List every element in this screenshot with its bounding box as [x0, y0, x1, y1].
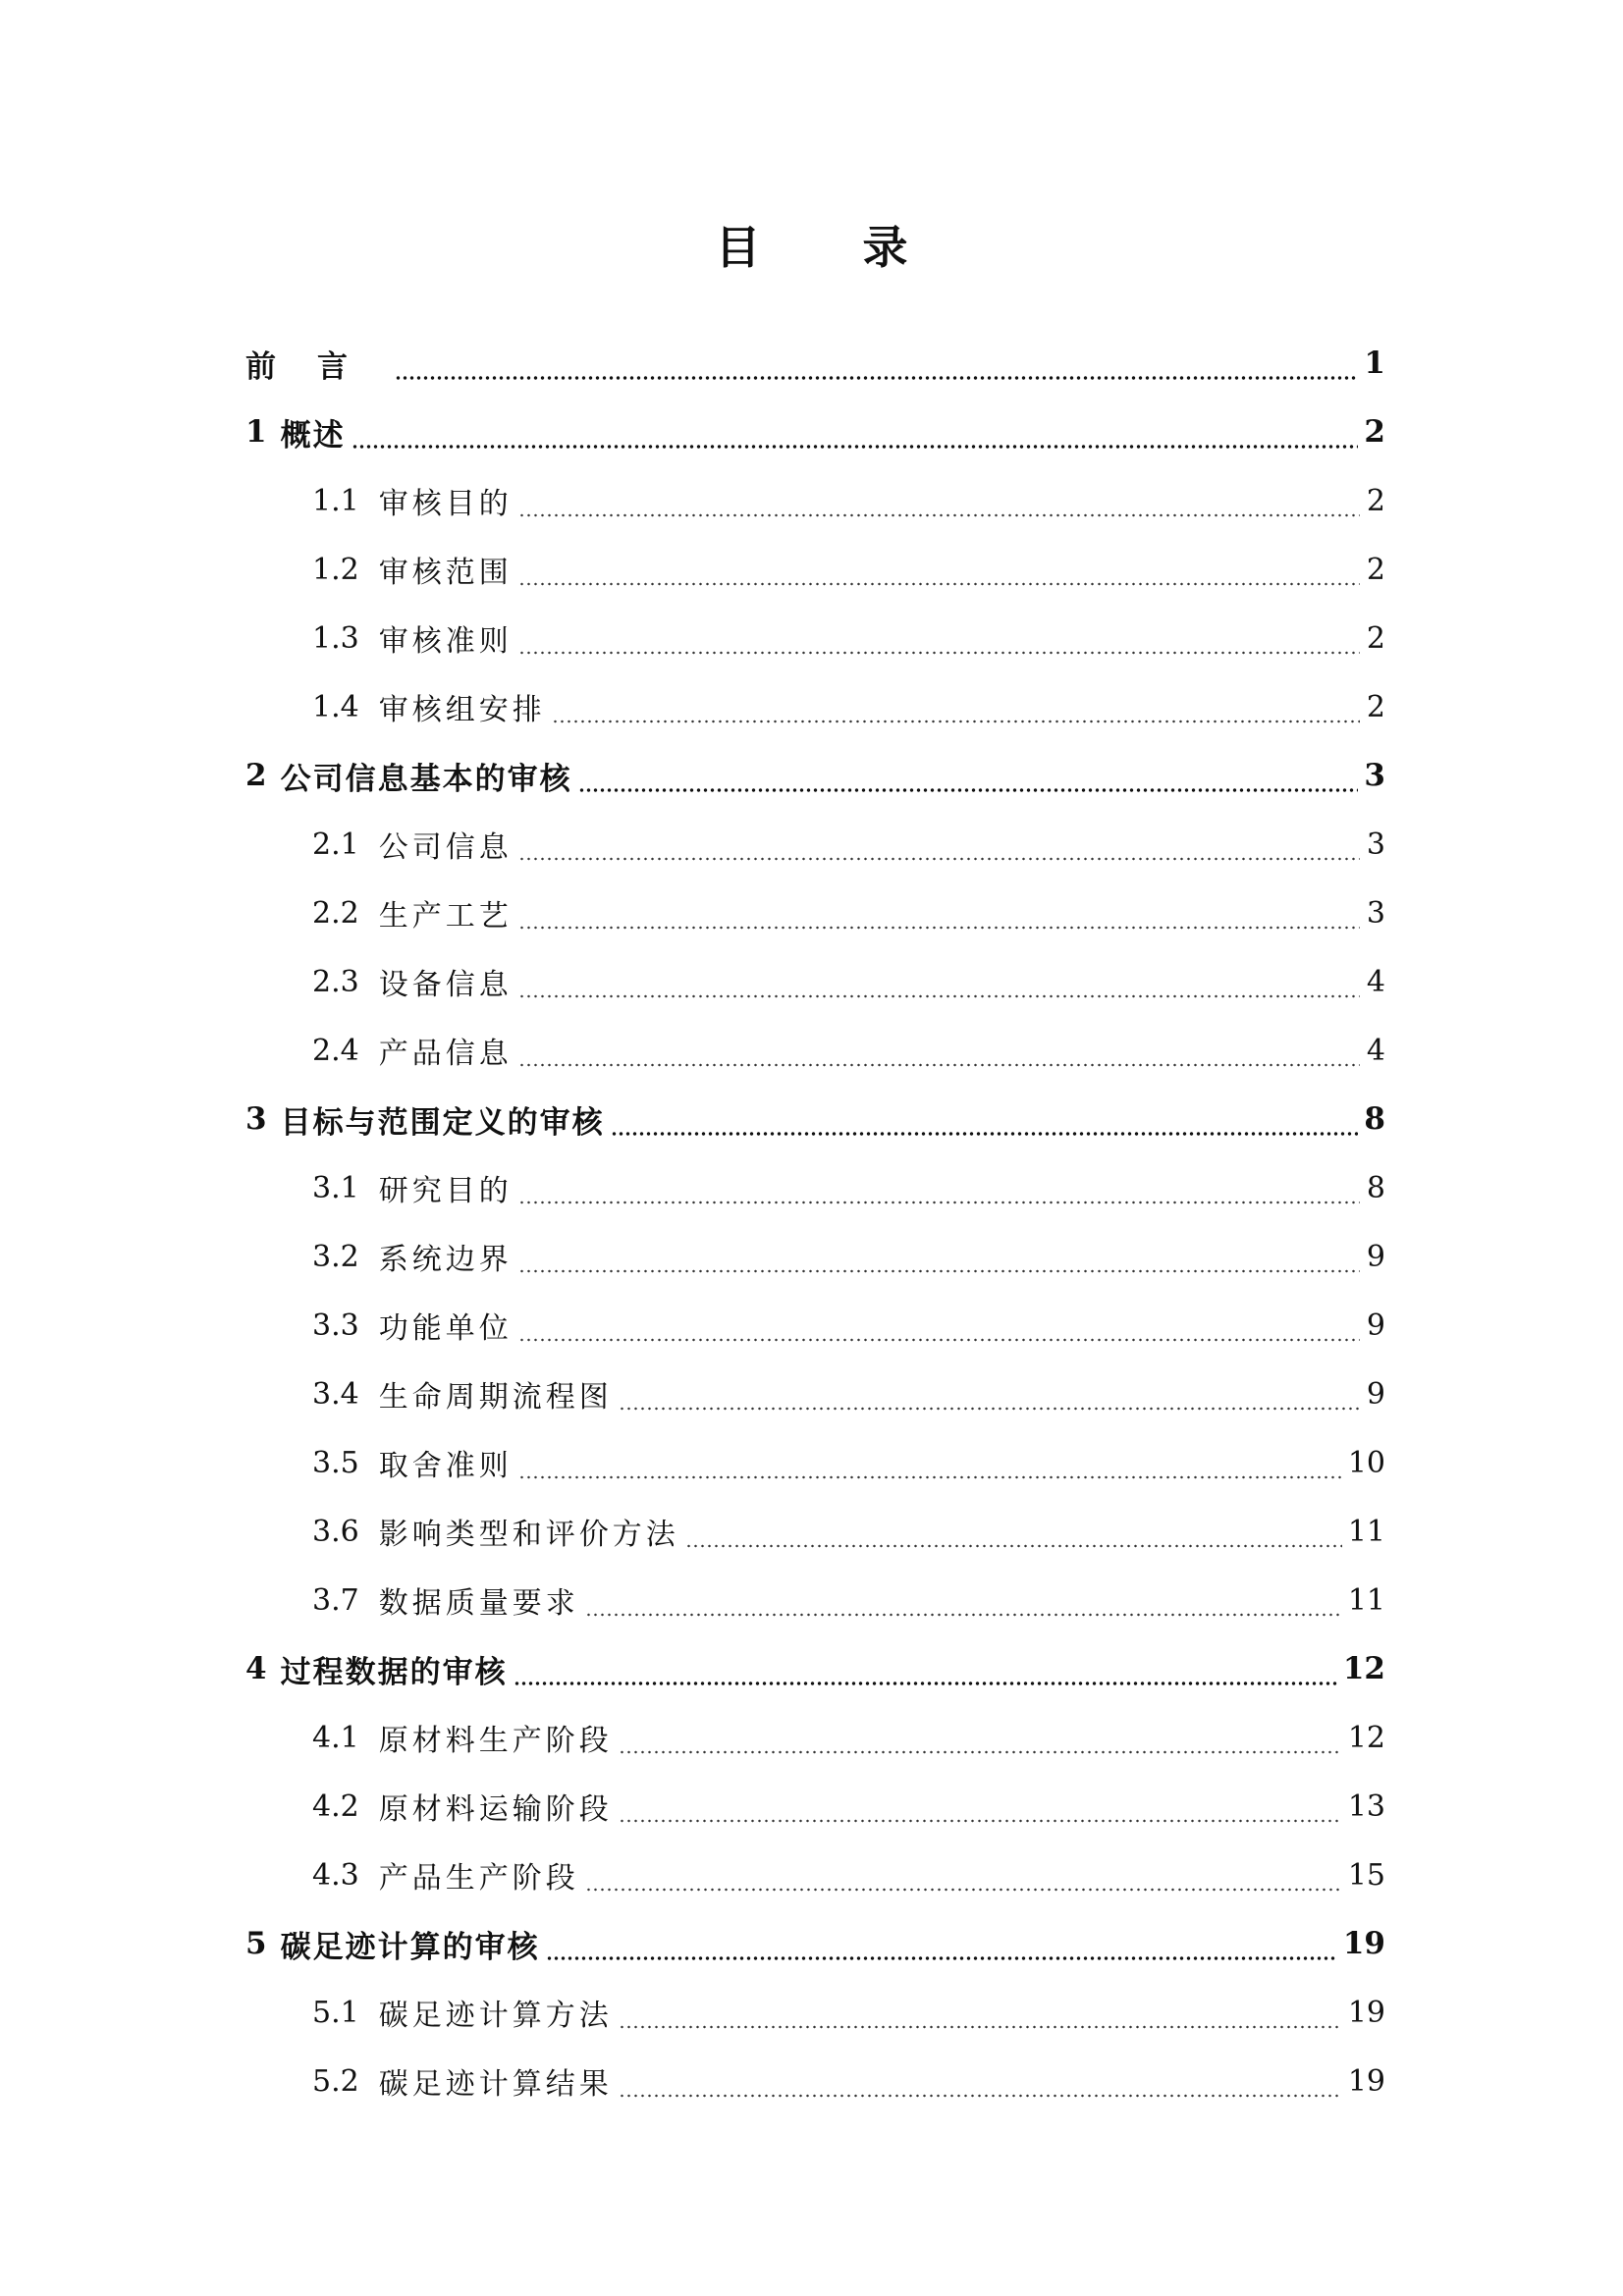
toc-entry-title: 审核范围: [378, 556, 513, 590]
toc-dot-leader: [619, 1732, 1342, 1755]
toc-entry-page-number: 9: [1366, 1239, 1385, 1274]
toc-entry-page-number: 3: [1364, 758, 1385, 793]
toc-entry[interactable]: [0, 672, 1623, 741]
toc-entry-page-number: 19: [1342, 1926, 1385, 1961]
toc-dot-leader: [395, 357, 1358, 381]
toc-entry[interactable]: [0, 1153, 1623, 1222]
toc-dot-leader: [518, 838, 1360, 862]
toc-entry-number: 1.4: [312, 689, 359, 724]
toc-entry-page-number: 2: [1366, 483, 1385, 518]
toc-entry-page-number: 4: [1366, 964, 1385, 999]
toc-dot-leader: [585, 1869, 1342, 1893]
toc-entry-title: 碳足迹计算结果: [378, 2067, 613, 2102]
toc-entry-number: 1.2: [312, 552, 359, 587]
toc-entry[interactable]: [0, 1291, 1623, 1360]
toc-entry-number: 5: [245, 1926, 267, 1961]
toc-entry[interactable]: [0, 1360, 1623, 1428]
toc-dot-leader: [352, 426, 1359, 450]
toc-dot-leader: [552, 701, 1360, 724]
toc-entry-number: 4: [245, 1651, 267, 1686]
toc-entry[interactable]: [0, 1978, 1623, 2047]
toc-title: 目 录: [715, 221, 951, 274]
toc-entry[interactable]: [0, 329, 1623, 398]
toc-entry[interactable]: [0, 604, 1623, 672]
toc-entry-page-number: 9: [1366, 1308, 1385, 1343]
toc-entry[interactable]: [0, 1016, 1623, 1085]
toc-entry-number: 3.6: [312, 1514, 359, 1549]
toc-entry-number: 3.5: [312, 1445, 359, 1480]
toc-entry-page-number: 8: [1366, 1170, 1385, 1205]
toc-entry-title: 概述: [280, 417, 346, 454]
toc-entry[interactable]: [0, 1085, 1623, 1153]
toc-entry-number: 1.1: [312, 483, 359, 518]
toc-entry[interactable]: [0, 2047, 1623, 2115]
toc-entry-page-number: 11: [1347, 1514, 1385, 1549]
toc-dot-leader: [619, 1800, 1342, 1824]
toc-entry[interactable]: [0, 1634, 1623, 1703]
toc-entry-number: 3.7: [312, 1582, 359, 1618]
toc-entry-page-number: 3: [1366, 827, 1385, 862]
toc-dot-leader: [518, 563, 1360, 587]
toc-entry-page-number: 3: [1366, 895, 1385, 931]
toc-entry-title: 审核目的: [378, 487, 513, 521]
toc-entry-number: 3.4: [312, 1376, 359, 1412]
toc-entry[interactable]: [0, 466, 1623, 535]
toc-entry-number: 3.1: [312, 1170, 359, 1205]
toc-entry-title: 碳足迹计算方法: [378, 1999, 613, 2033]
toc-entry-page-number: 19: [1347, 1995, 1385, 2030]
toc-entry[interactable]: [0, 879, 1623, 947]
toc-entry[interactable]: [0, 1566, 1623, 1634]
toc-entry-title: 原材料运输阶段: [378, 1792, 613, 1827]
toc-entry-number: 3.2: [312, 1239, 359, 1274]
toc-dot-leader: [611, 1113, 1359, 1137]
toc-entry[interactable]: [0, 741, 1623, 810]
toc-dot-leader: [518, 1319, 1360, 1343]
toc-entry-title: 审核准则: [378, 624, 513, 659]
toc-entry-number: 2.2: [312, 895, 359, 931]
toc-entry-page-number: 12: [1347, 1720, 1385, 1755]
toc-dot-leader: [518, 632, 1360, 656]
toc-entry[interactable]: [0, 1222, 1623, 1291]
toc-entry-title: 功能单位: [378, 1311, 513, 1346]
toc-entry-page-number: 2: [1366, 552, 1385, 587]
toc-dot-leader: [619, 2075, 1342, 2099]
toc-entry[interactable]: [0, 947, 1623, 1016]
toc-entry[interactable]: [0, 535, 1623, 604]
toc-entry-number: 3: [245, 1101, 267, 1137]
toc-dot-leader: [518, 1044, 1360, 1068]
toc-entry-number: 5.2: [312, 2063, 359, 2099]
toc-entry-title: 研究目的: [378, 1174, 513, 1208]
toc-entry-number: 2.3: [312, 964, 359, 999]
toc-entry[interactable]: [0, 1703, 1623, 1772]
toc-entry[interactable]: [0, 1428, 1623, 1497]
toc-entry[interactable]: [0, 1772, 1623, 1841]
toc-entry[interactable]: [0, 1909, 1623, 1978]
toc-entry-number: 4.2: [312, 1789, 359, 1824]
toc-entry-page-number: 2: [1366, 689, 1385, 724]
toc-entry-title: 目标与范围定义的审核: [280, 1104, 605, 1141]
toc-entry-number: 2.4: [312, 1033, 359, 1068]
toc-list: [0, 329, 1623, 2115]
toc-dot-leader: [585, 1594, 1342, 1618]
toc-entry[interactable]: [0, 1841, 1623, 1909]
toc-entry-title: 设备信息: [378, 968, 513, 1002]
toc-entry-page-number: 2: [1364, 414, 1385, 450]
toc-entry-title: 系统边界: [378, 1243, 513, 1277]
toc-entry-title: 公司信息: [378, 830, 513, 865]
toc-entry-page-number: 13: [1347, 1789, 1385, 1824]
toc-entry-title: 前言: [245, 348, 389, 385]
toc-entry-number: 1: [245, 414, 267, 450]
toc-entry-number: 4.3: [312, 1857, 359, 1893]
toc-entry[interactable]: [0, 1497, 1623, 1566]
toc-entry-title: 公司信息基本的审核: [280, 761, 572, 797]
toc-dot-leader: [518, 907, 1360, 931]
toc-entry-page-number: 8: [1364, 1101, 1385, 1137]
toc-entry-title: 生命周期流程图: [378, 1380, 613, 1415]
toc-entry-title: 生产工艺: [378, 899, 513, 934]
toc-dot-leader: [619, 2006, 1342, 2030]
toc-dot-leader: [685, 1525, 1342, 1549]
toc-dot-leader: [518, 1457, 1342, 1480]
toc-dot-leader: [578, 770, 1359, 793]
toc-entry-title: 原材料生产阶段: [378, 1724, 613, 1758]
toc-entry-page-number: 11: [1347, 1582, 1385, 1618]
toc-entry[interactable]: [0, 398, 1623, 466]
toc-entry-number: 2.1: [312, 827, 359, 862]
toc-entry-title: 过程数据的审核: [280, 1654, 508, 1690]
toc-entry-page-number: 9: [1366, 1376, 1385, 1412]
toc-entry-number: 2: [245, 758, 267, 793]
toc-entry-title: 产品生产阶段: [378, 1861, 579, 1896]
toc-entry-title: 取舍准则: [378, 1449, 513, 1483]
toc-dot-leader: [514, 1663, 1337, 1686]
toc-entry-page-number: 1: [1364, 346, 1385, 381]
toc-entry-page-number: 15: [1347, 1857, 1385, 1893]
toc-entry-title: 审核组安排: [378, 693, 546, 727]
toc-entry-page-number: 2: [1366, 620, 1385, 656]
toc-dot-leader: [546, 1938, 1337, 1961]
toc-entry-number: 3.3: [312, 1308, 359, 1343]
toc-dot-leader: [518, 976, 1360, 999]
toc-entry-title: 碳足迹计算的审核: [280, 1929, 540, 1965]
toc-entry-title: 产品信息: [378, 1037, 513, 1071]
toc-entry-title: 影响类型和评价方法: [378, 1518, 679, 1552]
toc-entry-number: 1.3: [312, 620, 359, 656]
toc-entry-number: 5.1: [312, 1995, 359, 2030]
toc-entry-number: 4.1: [312, 1720, 359, 1755]
toc-entry-page-number: 10: [1347, 1445, 1385, 1480]
toc-entry-page-number: 4: [1366, 1033, 1385, 1068]
toc-entry[interactable]: [0, 810, 1623, 879]
toc-dot-leader: [518, 1251, 1360, 1274]
toc-dot-leader: [619, 1388, 1360, 1412]
toc-entry-page-number: 19: [1347, 2063, 1385, 2099]
toc-entry-title: 数据质量要求: [378, 1586, 579, 1621]
toc-entry-page-number: 12: [1342, 1651, 1385, 1686]
toc-dot-leader: [518, 1182, 1360, 1205]
toc-dot-leader: [518, 495, 1360, 518]
